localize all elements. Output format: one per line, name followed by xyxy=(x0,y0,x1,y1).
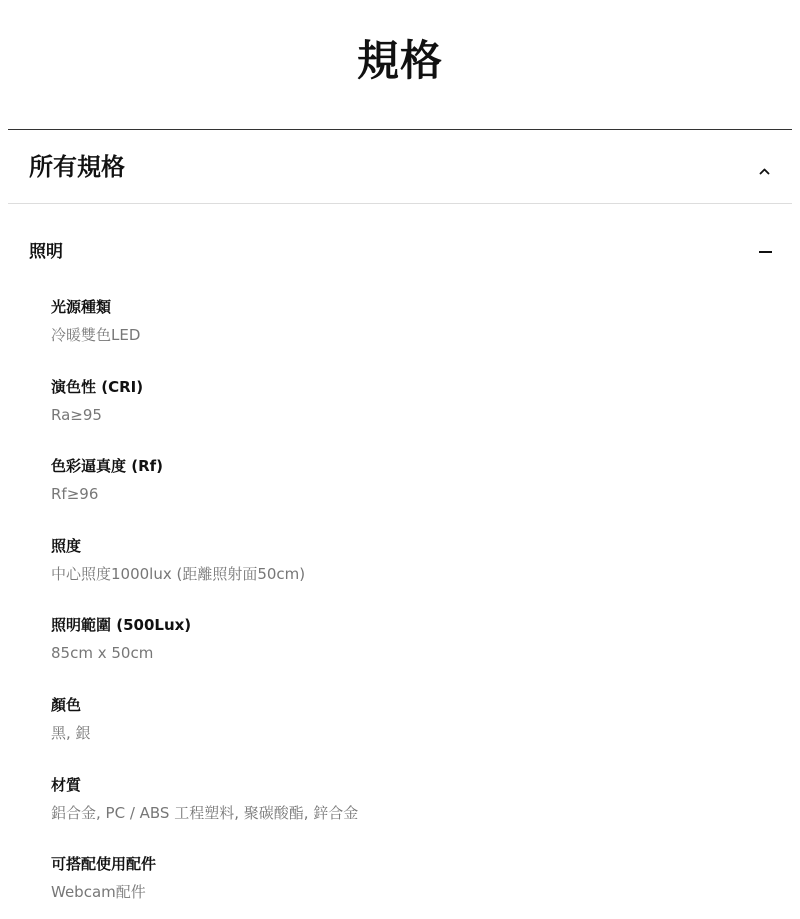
spec-item-material xyxy=(51,774,751,854)
minus-icon[interactable] xyxy=(759,251,772,253)
spec-name: 光源種類 xyxy=(51,298,112,316)
spec-name: 顏色 xyxy=(51,695,82,714)
spec-item-rf xyxy=(51,455,751,535)
spec-name: 材質 xyxy=(51,775,82,794)
spec-value: 85cm x 50cm xyxy=(51,644,154,663)
spec-item-light-source xyxy=(51,296,751,376)
spec-item-accessories xyxy=(51,853,751,919)
lighting-section-header[interactable] xyxy=(8,230,792,274)
spec-value: 中心照度1000lux (距離照射面50cm) xyxy=(51,564,306,583)
spec-name: 可搭配使用配件 xyxy=(51,855,157,874)
spec-value: Rf≥96 xyxy=(51,485,99,504)
spec-value: Ra≥95 xyxy=(51,405,102,424)
lighting-section-title: 照明 xyxy=(29,242,63,262)
spec-item-color xyxy=(51,694,751,774)
spec-name: 色彩逼真度 (Rf) xyxy=(51,457,164,476)
spec-value: 鋁合金, PC / ABS 工程塑料, 聚碳酸酯, 鋅合金 xyxy=(51,803,359,822)
spec-name: 照度 xyxy=(51,536,82,555)
accordion-divider xyxy=(8,203,792,204)
all-specs-title: 所有規格 xyxy=(29,153,125,181)
page-title: 規格 xyxy=(356,36,443,85)
spec-value: 黑, 銀 xyxy=(51,723,91,742)
spec-name: 照明範圍 (500Lux) xyxy=(51,616,192,635)
spec-item-illuminance xyxy=(51,535,751,615)
spec-item-lighting-range xyxy=(51,614,751,694)
all-specs-accordion-header[interactable] xyxy=(8,130,792,204)
chevron-up-icon[interactable] xyxy=(759,166,770,177)
spec-list xyxy=(51,296,751,919)
spec-value: Webcam配件 xyxy=(51,883,146,902)
spec-item-cri xyxy=(51,376,751,456)
spec-value: 冷暖雙色LED xyxy=(51,326,141,344)
spec-name: 演色性 (CRI) xyxy=(51,377,144,396)
